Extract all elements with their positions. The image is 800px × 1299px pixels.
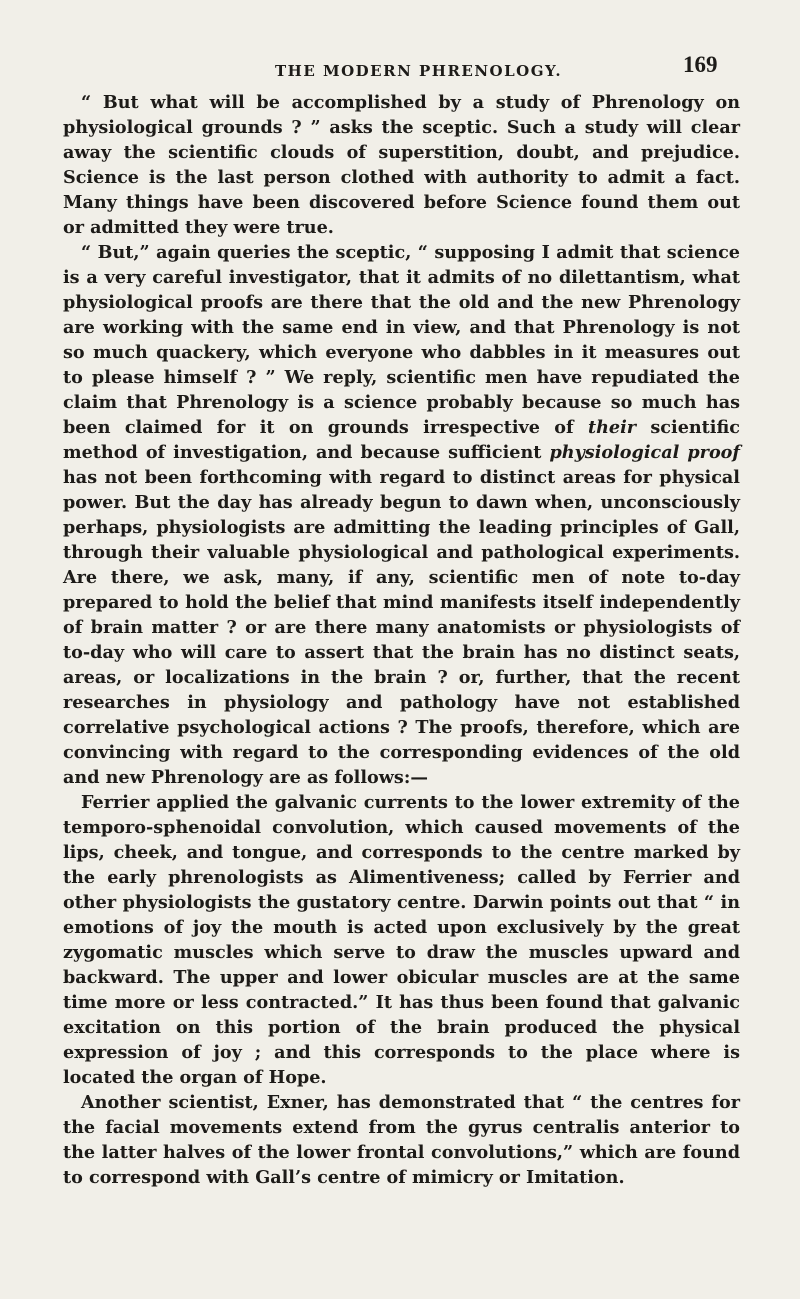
paragraph-3: Ferrier applied the galvanic currents to the lower extremity of the temporo-sphenoidal convolution, which caused movements of the lips, cheek, and tongue, and corresponds to the centre marked by the early phrenologists as Alimentiveness; called by Ferrier and other physiologists the gustatory centre. Darwin points out that “ in emotions of joy the mouth is acted upon exclusively by the great zygomatic muscles which serve to draw the muscles upward and backward. The upper and lower obicular muscles are at the same time more or less contracted.” It has thus been found that galvanic excitation on this portion of the brain produced the physical expression of joy ; and this corresponds to the place where is located the organ of Hope.: [63, 792, 740, 1088]
paragraph-2-text-b: scientific method of investigation, and because sufficient: [63, 417, 740, 463]
running-head: THE MODERN PHRENOLOGY.: [275, 62, 563, 80]
paragraph-2-text-c: has not been forthcoming with regard to distinct areas for physical power. But the day has already begun to dawn when, unconsciously perhaps, physiologists are admitting the leading principles of Gall, through their valuable physiological and pathological experiments. Are there, we ask, many, if any, scientific men of note to-day prepared to hold the belief that mind manifests itself independently of brain matter ? or are there many anatomists or physiologists of to-day who will care to assert that the brain has no distinct seats, areas, or localizations in the brain ? or, further, that the recent researches in physiology and pathology have not established correlative psychological actions ? The proofs, therefore, which are convincing with regard to the corresponding evidences of the old and new Phrenology are as follows:—: [63, 467, 740, 788]
paragraph-4: Another scientist, Exner, has demonstrated that “ the centres for the facial movements extend from the gyrus centralis anterior to the latter halves of the lower frontal convolutions,” which are found to correspond with Gall’s centre of mimicry or Imitation.: [63, 1092, 740, 1188]
paragraph-2: [63, 240, 740, 790]
page-number: 169: [683, 52, 718, 77]
body-text: [63, 90, 740, 1190]
emphasis-physiological-proof: physiological proof: [549, 442, 740, 463]
paragraph-2-text-a: “ But,” again queries the sceptic, “ supposing I admit that science is a very careful investigator, that it admits of no dilettantism, what physiological proofs are there that the old and the new Phrenology are working with the same end in view, and that Phrenology is not so much quackery, which everyone who dabbles in it measures out to please himself ? ” We reply, scientific men have repudiated the claim that Phrenology is a science probably because so much has been claimed for it on grounds irrespective of: [63, 242, 740, 438]
emphasis-their: their: [587, 417, 637, 438]
paragraph-1: “ But what will be accomplished by a study of Phrenology on physiological grounds ? ” asks the sceptic. Such a study will clear away the scientific clouds of superstition, doubt, and prejudice. Science is the last person clothed with authority to admit a fact. Many things have been discovered before Science found them out or admitted they were true.: [63, 92, 740, 238]
